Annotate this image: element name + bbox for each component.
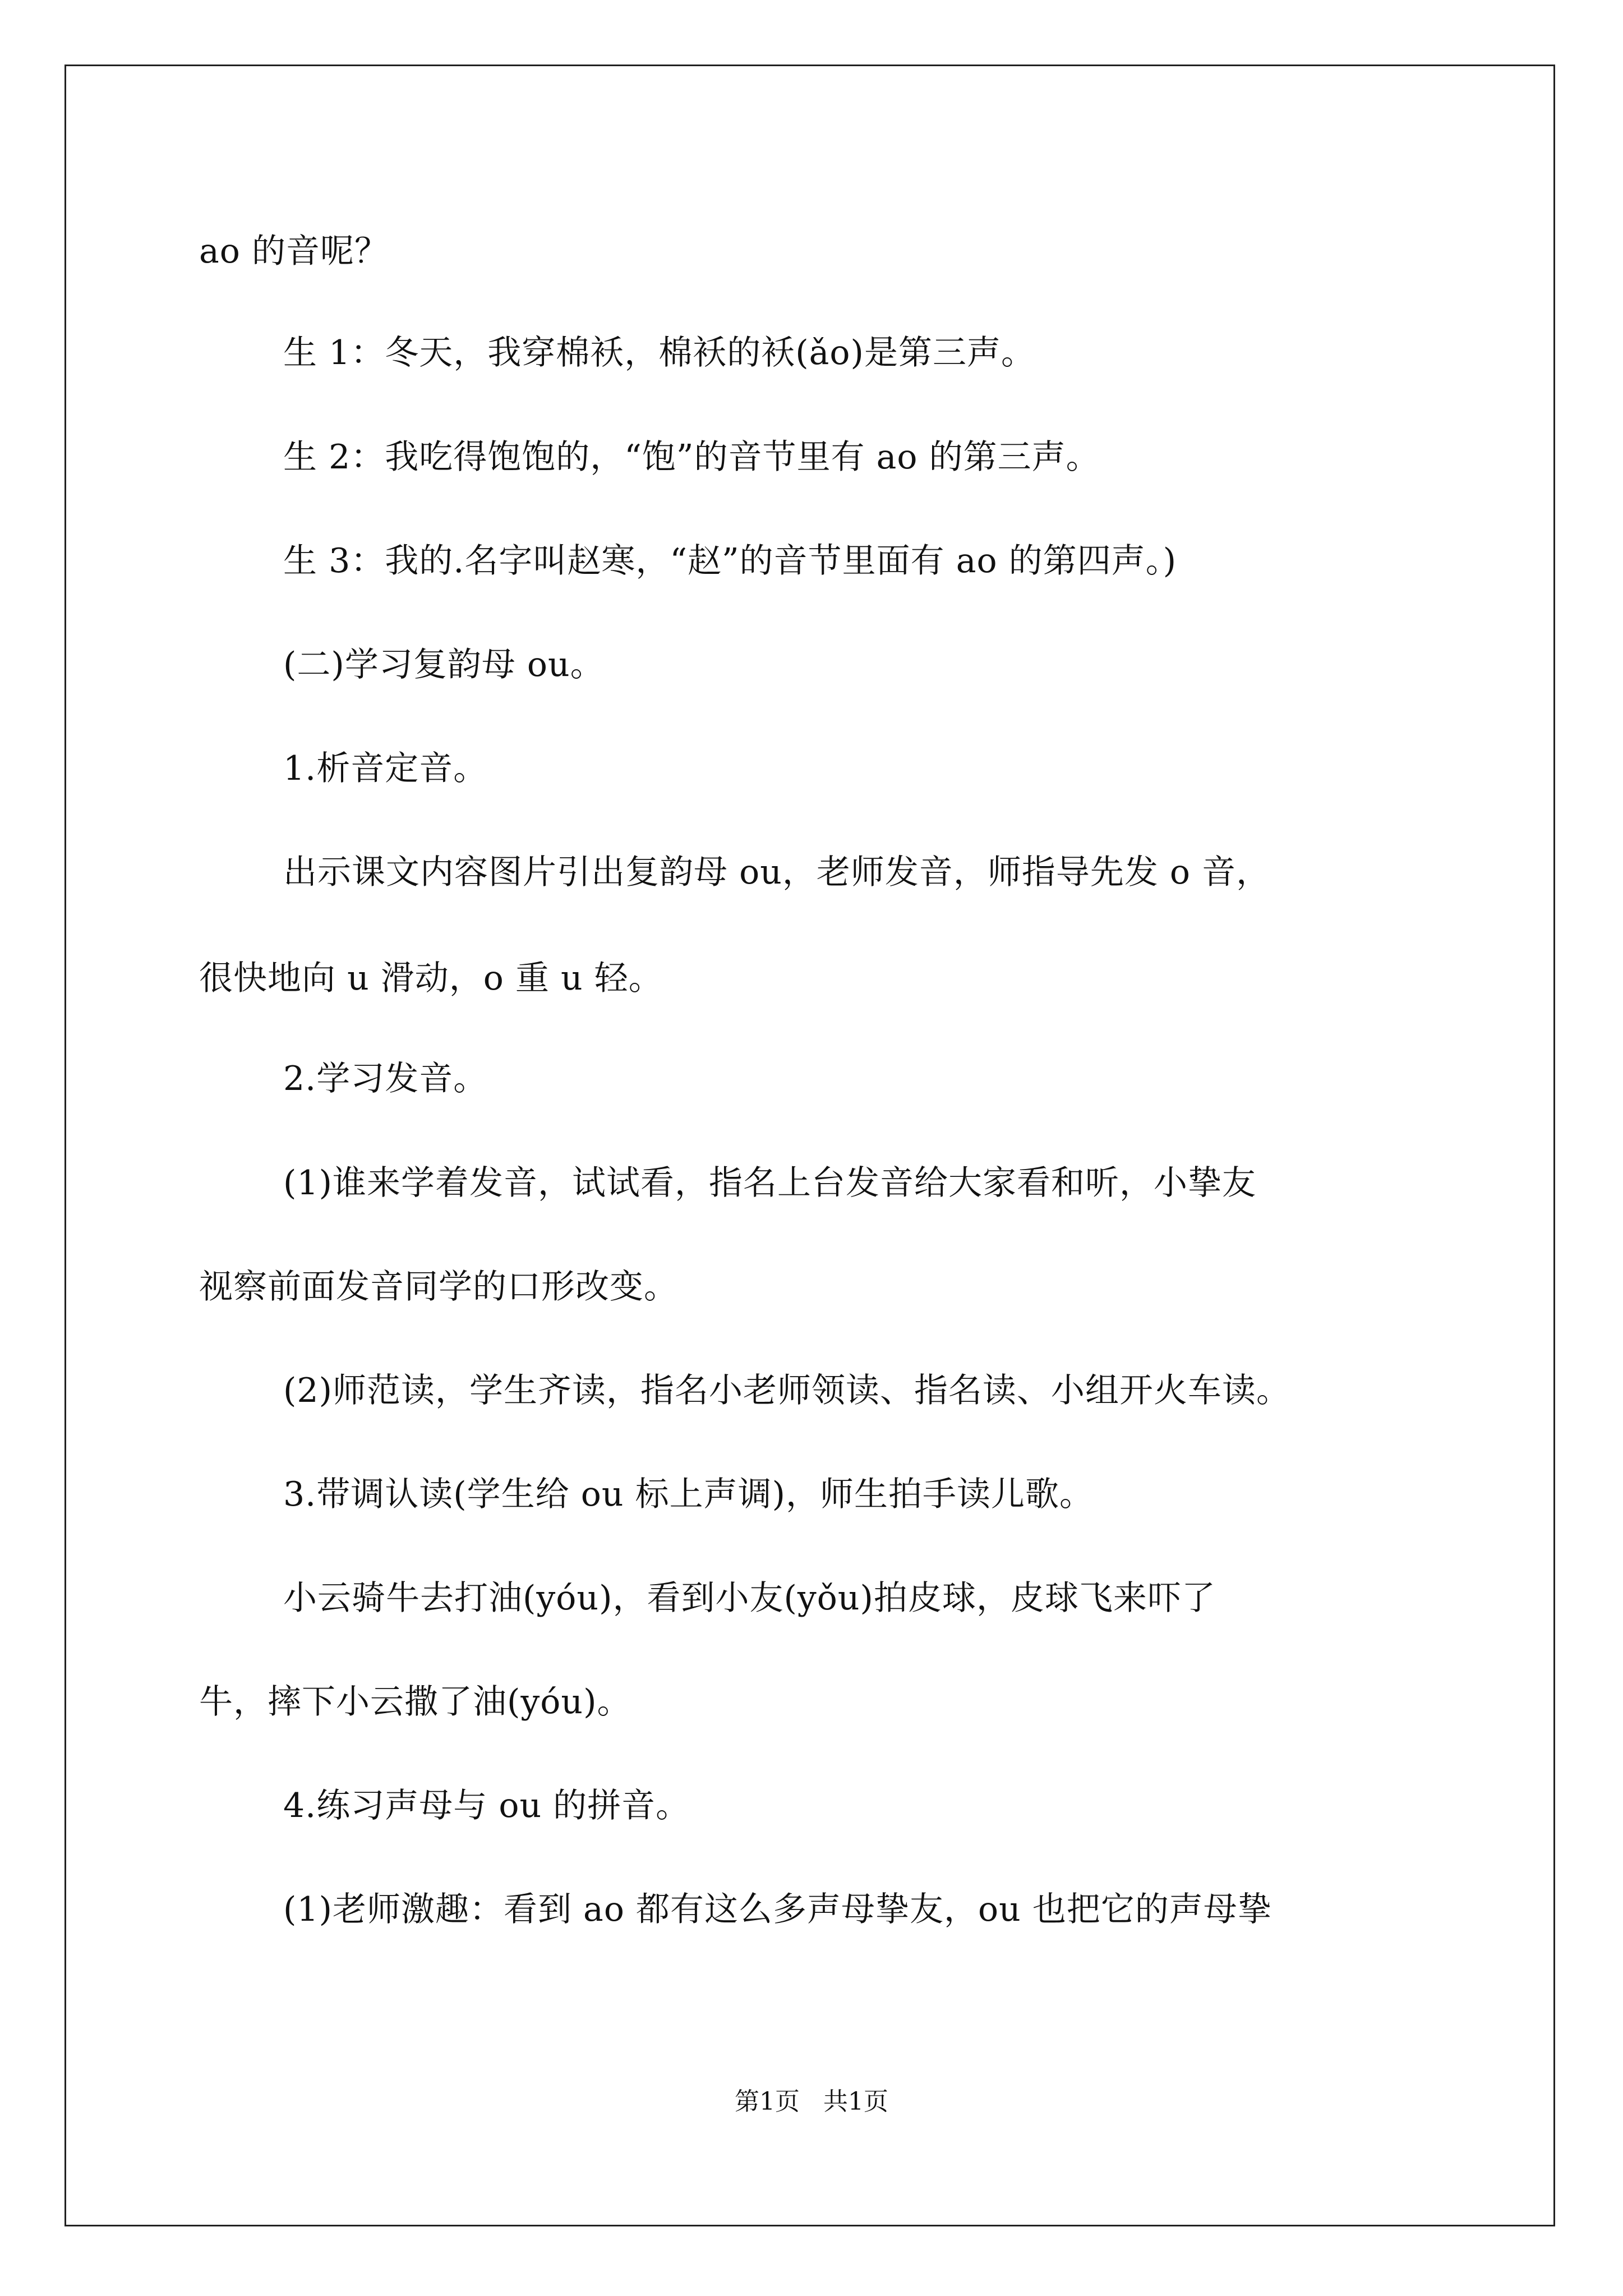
paragraph-line: 很快地向 u 滑动，o 重 u 轻。 — [199, 959, 663, 998]
paragraph-line: 2.学习发音。 — [283, 1059, 488, 1098]
paragraph-line: (1)老师激趣：看到 ao 都有这么多声母挚友，ou 也把它的声母挚 — [283, 1890, 1272, 1929]
page-footer: 第1页 共1页 — [735, 2087, 888, 2116]
paragraph-line: 出示课文内容图片引出复韵母 ou，老师发音，师指导先发 o 音， — [283, 853, 1271, 892]
paragraph-line: ao 的音呢？ — [199, 232, 389, 271]
paragraph-line: 4.练习声母与 ou 的拼音。 — [283, 1786, 690, 1825]
paragraph-line: 1.析音定音。 — [283, 749, 488, 788]
paragraph-line: 生 3：我的.名字叫赵寒，“赵”的音节里面有 ao 的第四声。) — [283, 541, 1177, 581]
paragraph-line: 牛，摔下小云撒了油(yóu)。 — [199, 1682, 631, 1722]
paragraph-line: 生 2：我吃得饱饱的，“饱”的音节里有 ao 的第三声。 — [283, 438, 1100, 477]
paragraph-line: 视察前面发音同学的口形改变。 — [199, 1267, 678, 1306]
paragraph-line: (1)谁来学着发音，试试看，指名上台发音给大家看和听，小挚友 — [283, 1163, 1256, 1203]
paragraph-line: 生 1：冬天，我穿棉袄，棉袄的袄(ǎo)是第三声。 — [283, 333, 1035, 372]
paragraph-line: 小云骑牛去打油(yóu)，看到小友(yǒu)拍皮球，皮球飞来吓了 — [283, 1579, 1216, 1618]
paragraph-line: (二)学习复韵母 ou。 — [283, 645, 605, 684]
paragraph-line: 3.带调认读(学生给 ou 标上声调)，师生拍手读儿歌。 — [283, 1475, 1094, 1514]
paragraph-line: (2)师范读，学生齐读，指名小老师领读、指名读、小组开火车读。 — [283, 1371, 1290, 1410]
